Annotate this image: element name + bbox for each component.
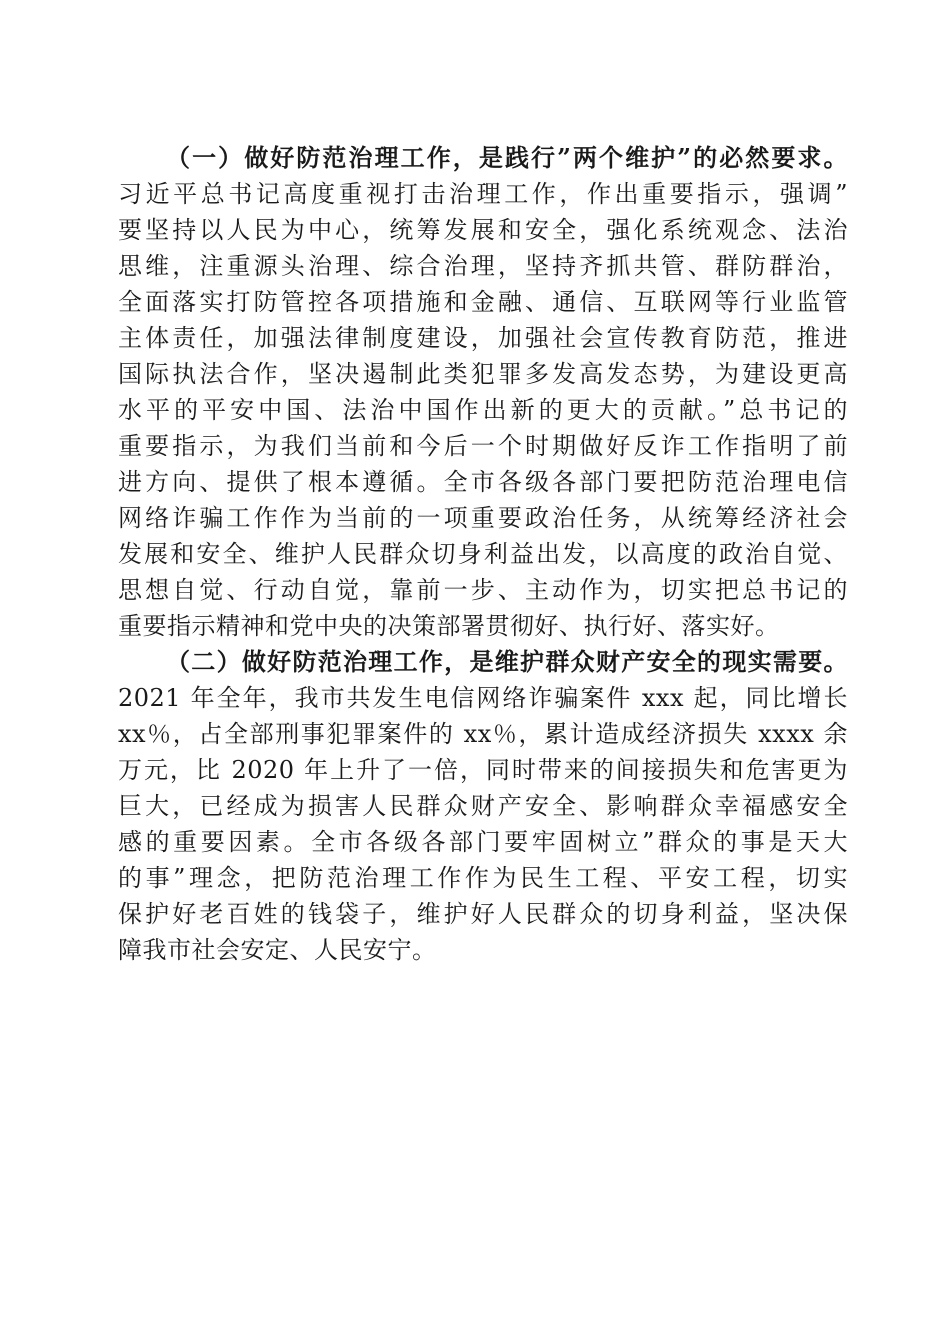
section-1-line: 习近平总书记高度重视打击治理工作，作出重要指示，强调”	[118, 180, 848, 208]
section-2-line: xx％，占全部刑事犯罪案件的 xx％，累计造成经济损失 xxxx 余	[118, 720, 848, 748]
section-1-line: 重要指示，为我们当前和今后一个时期做好反诈工作指明了前	[118, 432, 848, 460]
section-2-line: 的事”理念，把防范治理工作作为民生工程、平安工程，切实	[118, 864, 848, 892]
section-1-line: 要坚持以人民为中心，统筹发展和安全，强化系统观念、法治	[118, 216, 848, 244]
document-body	[118, 140, 848, 968]
section-1-line: 发展和安全、维护人民群众切身利益出发，以高度的政治自觉、	[118, 540, 848, 568]
section-1-line: 国际执法合作，坚决遏制此类犯罪多发高发态势，为建设更高	[118, 360, 848, 388]
section-1-line: 全面落实打防管控各项措施和金融、通信、互联网等行业监管	[118, 288, 848, 316]
section-1-line: 水平的平安中国、法治中国作出新的更大的贡献。”总书记的	[118, 396, 848, 424]
section-heading: （一）做好防范治理工作，是践行”两个维护”的必然要求。	[166, 143, 848, 172]
section-1-line: 思想自觉、行动自觉，靠前一步、主动作为，切实把总书记的	[118, 576, 848, 604]
section-1-line: 进方向、提供了根本遵循。全市各级各部门要把防范治理电信	[118, 468, 848, 496]
section-1-line: 网络诈骗工作作为当前的一项重要政治任务，从统筹经济社会	[118, 504, 848, 532]
section-2-heading-line	[118, 644, 848, 680]
section-1-heading-line	[118, 140, 848, 176]
section-2-line: 巨大，已经成为损害人民群众财产安全、影响群众幸福感安全	[118, 792, 848, 820]
section-1-line: 主体责任，加强法律制度建设，加强社会宣传教育防范，推进	[118, 324, 848, 352]
section-1-line: 思维，注重源头治理、综合治理，坚持齐抓共管、群防群治，	[118, 252, 848, 280]
section-2-line: 万元，比 2020 年上升了一倍，同时带来的间接损失和危害更为	[118, 756, 848, 784]
section-2-line: 感的重要因素。全市各级各部门要牢固树立”群众的事是天大	[118, 828, 848, 856]
section-2-line: 保护好老百姓的钱袋子，维护好人民群众的切身利益，坚决保	[118, 900, 848, 928]
section-2-line: 障我市社会安定、人民安宁。	[118, 936, 437, 964]
section-heading: （二）做好防范治理工作，是维护群众财产安全的现实需要。	[166, 647, 848, 676]
section-1-line: 重要指示精神和党中央的决策部署贯彻好、执行好、落实好。	[118, 612, 780, 640]
section-2-line: 2021 年全年，我市共发生电信网络诈骗案件 xxx 起，同比增长	[118, 684, 848, 712]
